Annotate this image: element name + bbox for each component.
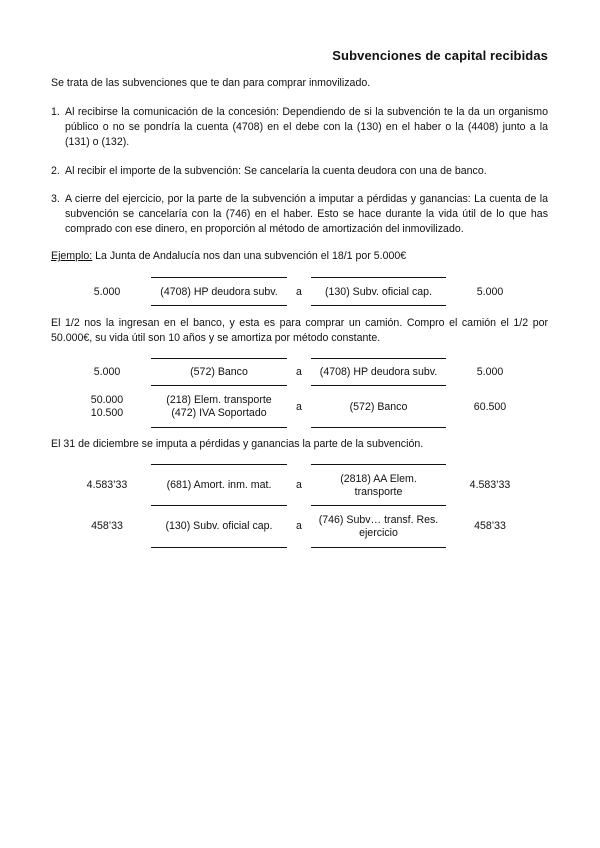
debit-amount: 5.000 xyxy=(93,366,121,378)
paragraph-2: El 1/2 nos la ingresan en el banco, y esta es para comprar un camión. Compro el camión el 1/2 por 50.000€, su vida útil son 10 años y se amortiza por método constante. xyxy=(51,317,548,345)
example-paragraph xyxy=(51,249,548,264)
credit-amount: 5.000 xyxy=(476,285,504,298)
credit-accounts xyxy=(311,508,446,545)
list-number: 2. xyxy=(51,165,60,177)
entry-rule xyxy=(151,305,287,306)
entry-rule xyxy=(151,464,287,465)
credit-account: ejercicio xyxy=(359,526,398,539)
entry-rule xyxy=(311,427,446,428)
entry-rule xyxy=(311,464,446,465)
debit-amount: 10.500 xyxy=(90,407,124,419)
entry-rule xyxy=(151,427,287,428)
credit-amount: 458’33 xyxy=(474,520,506,532)
credit-account: transporte xyxy=(354,485,403,498)
credit-account: (572) Banco xyxy=(349,400,408,413)
debit-account: (130) Subv. oficial cap. xyxy=(165,520,273,532)
example-text: La Junta de Andalucía nos dan una subvención el 18/1 por 5.000€ xyxy=(92,250,407,262)
debit-account: (681) Amort. inm. mat. xyxy=(166,479,272,491)
debit-amount: 458’33 xyxy=(91,520,123,532)
debit-amount: 5.000 xyxy=(93,285,121,298)
paragraph-3: El 31 de diciembre se imputa a pérdidas y ganancias la parte de la subvención. xyxy=(51,438,424,450)
debit-amount: 4.583’33 xyxy=(86,479,128,491)
list-item xyxy=(51,164,548,179)
credit-amount: 60.500 xyxy=(473,400,507,413)
credit-account: (2818) AA Elem. xyxy=(340,472,417,485)
entry-rule xyxy=(151,358,287,359)
entry-rule xyxy=(151,547,287,548)
list-item xyxy=(51,105,548,151)
list-number: 3. xyxy=(51,193,60,205)
credit-accounts xyxy=(311,467,446,504)
entry-connector: a xyxy=(296,285,302,298)
credit-account: (4708) HP deudora subv. xyxy=(319,366,438,378)
list-text: A cierre del ejercicio, por la parte de la subvención a imputar a pérdidas y ganancias: La cuenta de la subvención se cancelaría con la (746) en el haber. Esto se hace durante la vida útil de lo que has comprado con ese dinero, en proporción al método de amortización del inmovilizado. xyxy=(65,193,548,236)
list-item xyxy=(51,192,548,238)
document-title: Subvenciones de capital recibidas xyxy=(332,48,548,63)
debit-account: (572) Banco xyxy=(190,366,248,378)
debit-accounts xyxy=(151,388,287,426)
entry-rule xyxy=(311,358,446,359)
entry-rule xyxy=(151,385,287,386)
credit-amount: 4.583’33 xyxy=(469,479,511,491)
entry-connector: a xyxy=(296,520,302,532)
debit-account: (472) IVA Soportado xyxy=(171,407,267,419)
example-label: Ejemplo: xyxy=(51,250,93,262)
entry-rule xyxy=(151,277,287,278)
debit-account: (218) Elem. transporte xyxy=(166,394,272,406)
entry-rule xyxy=(311,505,446,506)
credit-amount: 5.000 xyxy=(476,366,504,378)
debit-amount: 50.000 xyxy=(90,394,124,406)
entry-rule xyxy=(311,305,446,306)
intro-paragraph: Se trata de las subvenciones que te dan para comprar inmovilizado. xyxy=(51,77,371,89)
credit-account: (746) Subv… transf. Res. xyxy=(318,513,439,526)
entry-rule xyxy=(311,277,446,278)
entry-rule xyxy=(311,547,446,548)
entry-connector: a xyxy=(296,366,302,378)
entry-connector: a xyxy=(296,400,302,413)
list-text: Al recibir el importe de la subvención: Se cancelaría la cuenta deudora con una de banco. xyxy=(65,165,487,177)
list-text: Al recibirse la comunicación de la concesión: Dependiendo de si la subvención te la da un organismo público o no se pondría la cuenta (4708) en el debe con la (130) en el haber o la (4408) junto a la (131) o (132). xyxy=(65,106,548,149)
debit-account: (4708) HP deudora subv. xyxy=(160,285,278,298)
entry-rule xyxy=(311,385,446,386)
entry-rule xyxy=(151,505,287,506)
entry-connector: a xyxy=(296,479,302,491)
list-number: 1. xyxy=(51,106,60,118)
debit-amounts xyxy=(62,388,152,426)
credit-account: (130) Subv. oficial cap. xyxy=(325,285,432,298)
